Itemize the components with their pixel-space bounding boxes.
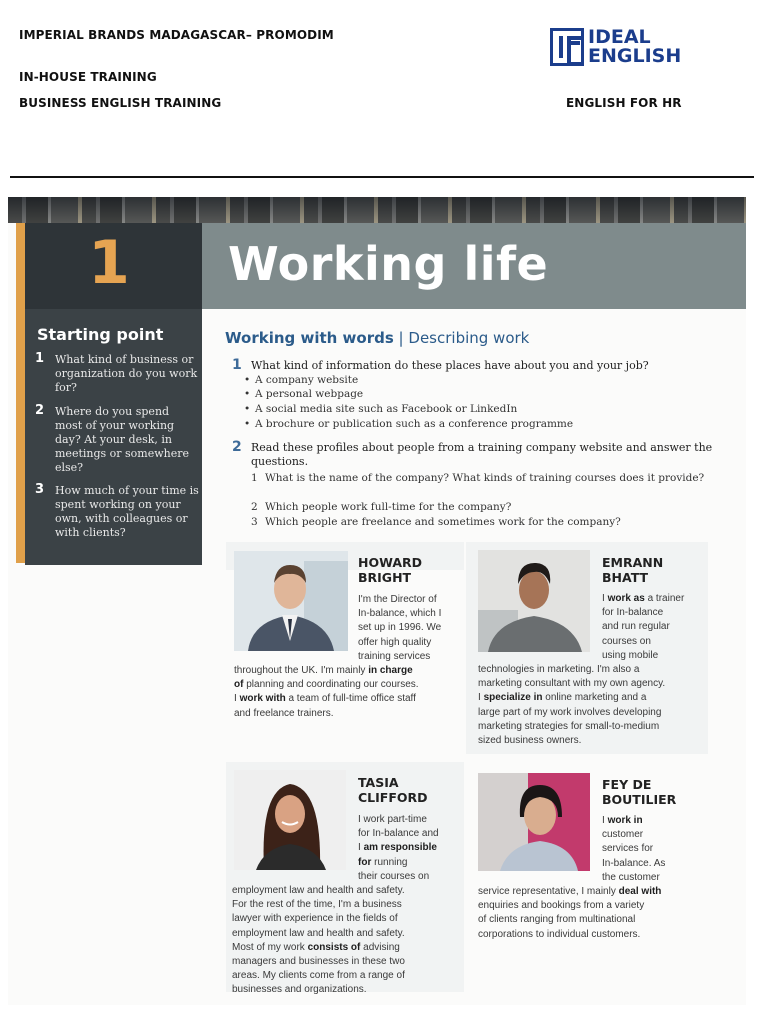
profile-text-line: I am responsible: [358, 842, 437, 854]
profile-text-line: services for: [602, 843, 654, 855]
module-header: ENGLISH FOR HR: [566, 96, 682, 110]
howard-bright-photo: [234, 551, 348, 651]
exercise-bullet: • A personal webpage: [255, 388, 363, 400]
profile-text-line: of planning and coordinating our courses.: [234, 679, 419, 691]
office-photo-strip: [8, 197, 746, 223]
profile-text-line: I work part-time: [358, 814, 427, 825]
unit-number: 1: [88, 228, 130, 298]
accent-bar: [16, 223, 25, 563]
starting-point-item: 2 Where do you spend most of your working day? At your desk, in meetings or somewhere else?: [35, 403, 190, 474]
profile-name: TASIA CLIFFORD: [358, 775, 428, 805]
profile-text-line: marketing consultant with my own agency.: [478, 678, 666, 690]
profile-text-line: I work with a team of full-time office staff: [234, 693, 416, 705]
profile-text-line: for In-balance: [602, 607, 664, 619]
company-header: IMPERIAL BRANDS MADAGASCAR– PROMODIM: [19, 28, 334, 42]
profile-name: FEY DE BOUTILIER: [602, 777, 677, 807]
profile-text-line: technologies in marketing. I'm also a: [478, 664, 640, 675]
starting-point-title: Starting point: [37, 325, 164, 344]
profile-name: EMRANN BHATT: [602, 555, 664, 585]
profile-name: HOWARD BRIGHT: [358, 555, 422, 585]
profile-text-line: employment law and health and safety.: [232, 885, 405, 896]
logo-e-mark-icon: [550, 28, 584, 66]
profile-text-line: For the rest of the time, I'm a business: [232, 899, 402, 911]
profile-text-line: set up in 1996. We: [358, 622, 442, 634]
exercise-number: 1: [232, 357, 242, 373]
profile-text-line: Most of my work consists of advising: [232, 941, 400, 953]
exercise-subquestion: 2 Which people work full-time for the company?: [251, 501, 512, 513]
starting-point-item: 1 What kind of business or organization do you work for?: [35, 351, 198, 394]
profile-text-line: In-balance. As: [602, 857, 666, 869]
profile-text-line: In-balance, which I: [358, 608, 442, 620]
profile-text-line: managers and businesses in these two: [232, 956, 405, 967]
profile-text-line: for In-balance and: [358, 828, 439, 840]
emrann-bhatt-photo: [478, 550, 590, 652]
exercise-question: Read these profiles about people from a training company website and answer the questions.: [251, 441, 713, 468]
course-header: BUSINESS ENGLISH TRAINING: [19, 96, 222, 110]
exercise-subquestion: 3 Which people are freelance and sometimes work for the company?: [251, 516, 621, 528]
profile-text-line: large part of my work involves developing: [478, 706, 662, 718]
profile-text-line: and run regular: [602, 621, 670, 633]
profile-text-line: employment law and health and safety.: [232, 927, 405, 939]
tasia-clifford-photo: [234, 770, 346, 870]
profile-text-line: customer: [602, 829, 644, 841]
textbook-page: [8, 197, 746, 1005]
section-heading: Working with words | Describing work: [225, 329, 530, 347]
unit-title-band: [202, 223, 746, 309]
profile-text-line: corporations to individual customers.: [478, 928, 641, 940]
starting-point-panel: [25, 309, 202, 565]
profile-text-line: of clients ranging from multinational: [478, 914, 636, 926]
profile-text-line: areas. My clients come from a range of: [232, 970, 405, 982]
profile-text-line: courses on: [602, 635, 651, 647]
fey-de-boutilier-photo: [478, 773, 590, 871]
unit-number-box: [16, 223, 202, 309]
ideal-english-logo: [550, 28, 700, 68]
profile-text-line: I work as a trainer: [602, 593, 685, 604]
profile-text-line: service representative, I mainly deal with: [478, 886, 662, 897]
exercise-subquestion: 1 What is the name of the company? What kinds of training courses does it provide?: [251, 472, 705, 484]
exercise-bullet: • A brochure or publication such as a conference programme: [255, 418, 573, 430]
profile-text-line: offer high quality: [358, 636, 432, 648]
profile-text-line: using mobile: [602, 649, 659, 661]
profile-text-line: I work in: [602, 815, 643, 826]
profile-text-line: throughout the UK. I'm mainly in charge: [234, 665, 413, 676]
starting-point-item: 3 How much of your time is spent working on your own, with colleagues or with clients?: [35, 482, 199, 539]
exercise-number: 2: [232, 439, 242, 455]
profile-text-line: businesses and organizations.: [232, 984, 367, 996]
profile-text-line: I specialize in online marketing and a: [478, 692, 647, 704]
profile-text-line: training services: [358, 650, 431, 662]
training-type-header: IN-HOUSE TRAINING: [19, 70, 157, 84]
profile-text-line: the customer: [602, 871, 660, 883]
logo-text-line1: IDEAL: [588, 26, 651, 48]
profile-text-line: lawyer with experience in the fields of: [232, 913, 398, 925]
profile-text-line: I'm the Director of: [358, 594, 437, 605]
profile-text-line: sized business owners.: [478, 735, 582, 746]
exercise-bullet: • A company website: [255, 374, 358, 386]
profile-text-line: marketing strategies for small-to-medium: [478, 720, 660, 732]
exercise-bullet: • A social media site such as Facebook or LinkedIn: [255, 403, 517, 415]
profile-text-line: enquiries and bookings from a variety: [478, 900, 645, 912]
unit-title: Working life: [228, 237, 549, 291]
profile-text-line: their courses on: [358, 870, 430, 882]
exercise-question: What kind of information do these places have about you and your job?: [251, 359, 649, 372]
logo-text-line2: ENGLISH: [588, 45, 682, 67]
profile-text-line: for running: [358, 856, 408, 868]
header-divider: [10, 176, 754, 178]
profile-text-line: and freelance trainers.: [234, 707, 334, 719]
